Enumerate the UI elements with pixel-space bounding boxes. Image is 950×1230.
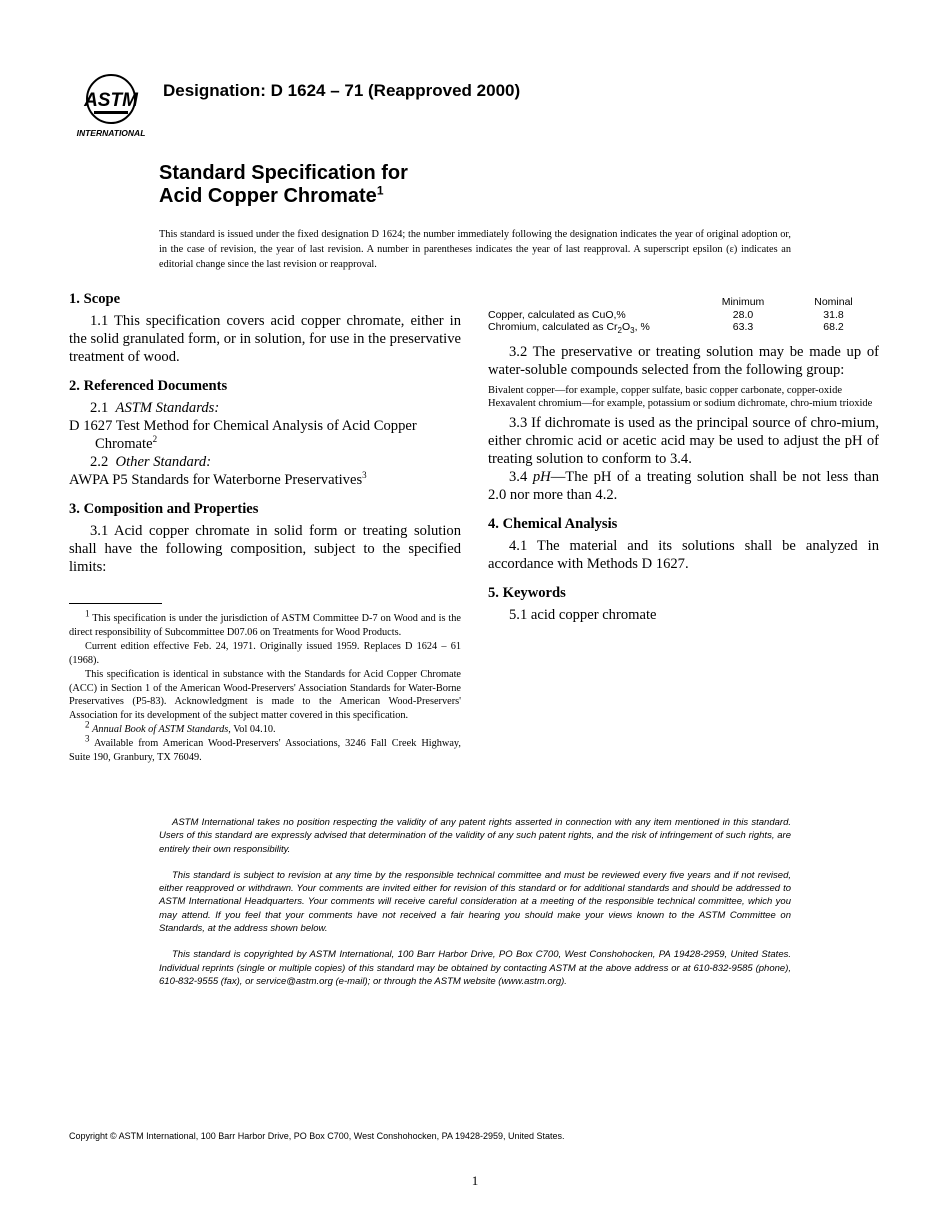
analysis-heading: 4. Chemical Analysis [488, 515, 618, 532]
astm-logo-graphic [70, 73, 152, 139]
disclaimer [159, 816, 791, 1001]
composition-table [488, 296, 879, 334]
table-header-label [488, 296, 698, 309]
astm-logo [70, 73, 152, 139]
title-line-2-text: Acid Copper Chromate [159, 185, 377, 207]
disclaimer-copyright: This standard is copyrighted by ASTM International, 100 Barr Harbor Drive, PO Box C700, West Conshohocken, PA 19428-2959, United States. Individual reprints (single or multiple copies) of this standard may be obtained by contacting ASTM at the above address or at 610-832-9585 (phone), 610-832-9555 (fax), or service@astm.org (e-mail); or through the ASTM website (www.astm.org). [159, 949, 791, 987]
scope-heading: 1. Scope [69, 291, 121, 307]
table-header-row [488, 296, 879, 309]
other-standard-subhead: 2.2 Other Standard: [90, 454, 212, 470]
footnote-3: $^3$ Available from American Wood-Preservers' Associations, 3246 Fall Creek Highway, Suite 190, Granbury, TX 76049. [69, 733, 461, 764]
left-column [69, 290, 461, 576]
astm-standards-subhead: 2.1 ASTM Standards: [90, 400, 220, 416]
row-copper-label: Copper, calculated as CuO,% [488, 308, 626, 321]
designation: Designation: D 1624 – 71 (Reapproved 2000) [163, 81, 521, 100]
analysis-paragraph: 4.1 The material and its solutions shall be analyzed in accordance with Methods D 1627. [488, 537, 879, 572]
keywords-paragraph: 5.1 acid copper chromate [509, 606, 657, 623]
logo-subtext: INTERNATIONAL [76, 128, 146, 138]
scope-paragraph: 1.1 This specification covers acid copper chromate, either in the solid granulated form, or in solution, for use in the preservative treatment of wood. [69, 313, 461, 365]
reference-d1627: D 1627 Test Method for Chemical Analysis of Acid Copper Chromate$^2$ [69, 418, 417, 452]
copyright-line: Copyright © ASTM International, 100 Barr Harbor Drive, PO Box C700, West Conshohocken, PA 19428-2959, United States. [69, 1131, 565, 1141]
row-chromium-label: Chromium, calculated as $Cr_2O_3$, % [488, 321, 650, 336]
logo-letters: ASTM [84, 90, 138, 111]
group-item-chromium: Hexavalent chromium—for example, potassium or sodium dichromate, chro-mium trioxide [488, 397, 873, 409]
row-copper-minimum: 28.0 [732, 308, 754, 321]
footnote-divider [69, 603, 162, 604]
disclaimer-patent: ASTM International takes no position respecting the validity of any patent rights asserted in connection with any item mentioned in this standard. Users of this standard are expressly advised that determination of the validity of any such patent rights, and the risk of infringement of such rights, are entirely their own responsibility. [159, 817, 791, 855]
footnotes [69, 608, 462, 765]
right-column [488, 296, 879, 624]
group-item-copper: Bivalent copper—for example, copper sulfate, basic copper carbonate, copper-oxide [488, 384, 843, 396]
title-line-1: Standard Specification for [159, 162, 408, 184]
reference-awpa-p5: AWPA P5 Standards for Waterborne Preservatives$^3$ [69, 470, 367, 488]
disclaimer-revision: This standard is subject to revision at any time by the responsible technical committee and must be reviewed every five years and if not revised, either reapproved or withdrawn. Your comments are invited either for revision of this standard or for additional standards and should be addressed to ASTM International Headquarters. Your comments will receive careful consideration at a meeting of the responsible technical committee, which you may attend. If you feel that your comments have not received a fair hearing you should make your views known to the ASTM Committee on Standards, at the address shown below. [159, 869, 791, 935]
keywords-heading: 5. Keywords [488, 584, 566, 601]
document-title [159, 162, 408, 208]
row-copper-nominal: 31.8 [823, 308, 844, 321]
row-chromium-minimum: 63.3 [732, 321, 754, 333]
title-footnote-mark: 1 [376, 183, 384, 198]
table-header-minimum: Minimum [721, 296, 765, 308]
composition-paragraph-3-2: 3.2 The preservative or treating solution may be made up of water-soluble compounds selected from the following group: [488, 343, 879, 378]
composition-heading: 3. Composition and Properties [69, 501, 259, 517]
footnote-1-edition: Current edition effective Feb. 24, 1971. Originally issued 1959. Replaces D 1624 – 61 (1968). [69, 640, 461, 666]
composition-paragraph-3-3: 3.3 If dichromate is used as the principal source of chro-mium, either chromic acid or acetic acid may be used to adjust the pH of treating solution to conform to 3.4. [488, 414, 879, 467]
page-number: 1 [471, 1173, 479, 1188]
table-row [488, 321, 879, 334]
row-chromium-nominal: 68.2 [823, 321, 844, 333]
composition-paragraph-3-1: 3.1 Acid copper chromate in solid form or treating solution shall have the following composition, subject to the specified limits: [69, 523, 461, 575]
footnote-2: $^2$ Annual Book of ASTM Standards, Vol 04.10. [85, 719, 276, 736]
title-line-2 [159, 185, 408, 208]
footnote-1: $^1$ This specification is under the jurisdiction of ASTM Committee D-7 on Wood and is the direct responsibility of Subcommittee D07.06 on Treatments for Wood Products. [69, 608, 462, 638]
footnote-1-identity: This specification is identical in substance with the Standards for Acid Copper Chromate (ACC) in Section 1 of the American Wood-Preservers' Association Standards for Water-Borne Preservatives (P5-83). Acknowledgment is made to the American Wood-Preservers' Association for its development of the subject matter covered in this specification. [69, 668, 461, 722]
issuance-notice: This standard is issued under the fixed designation D 1624; the number immediately following the designation indicates the year of original adoption or, in the case of revision, the year of last revision. A number in parentheses indicates the year of last reapproval. A superscript epsilon (ε) indicates an editorial change since the last revision or reapproval. [159, 229, 791, 270]
table-row [488, 309, 879, 322]
table-header-nominal: Nominal [814, 296, 853, 308]
composition-paragraph-3-4: 3.4 pH—The pH of a treating solution shall be not less than 2.0 nor more than 4.2. [488, 468, 880, 503]
references-heading: 2. Referenced Documents [69, 378, 228, 394]
